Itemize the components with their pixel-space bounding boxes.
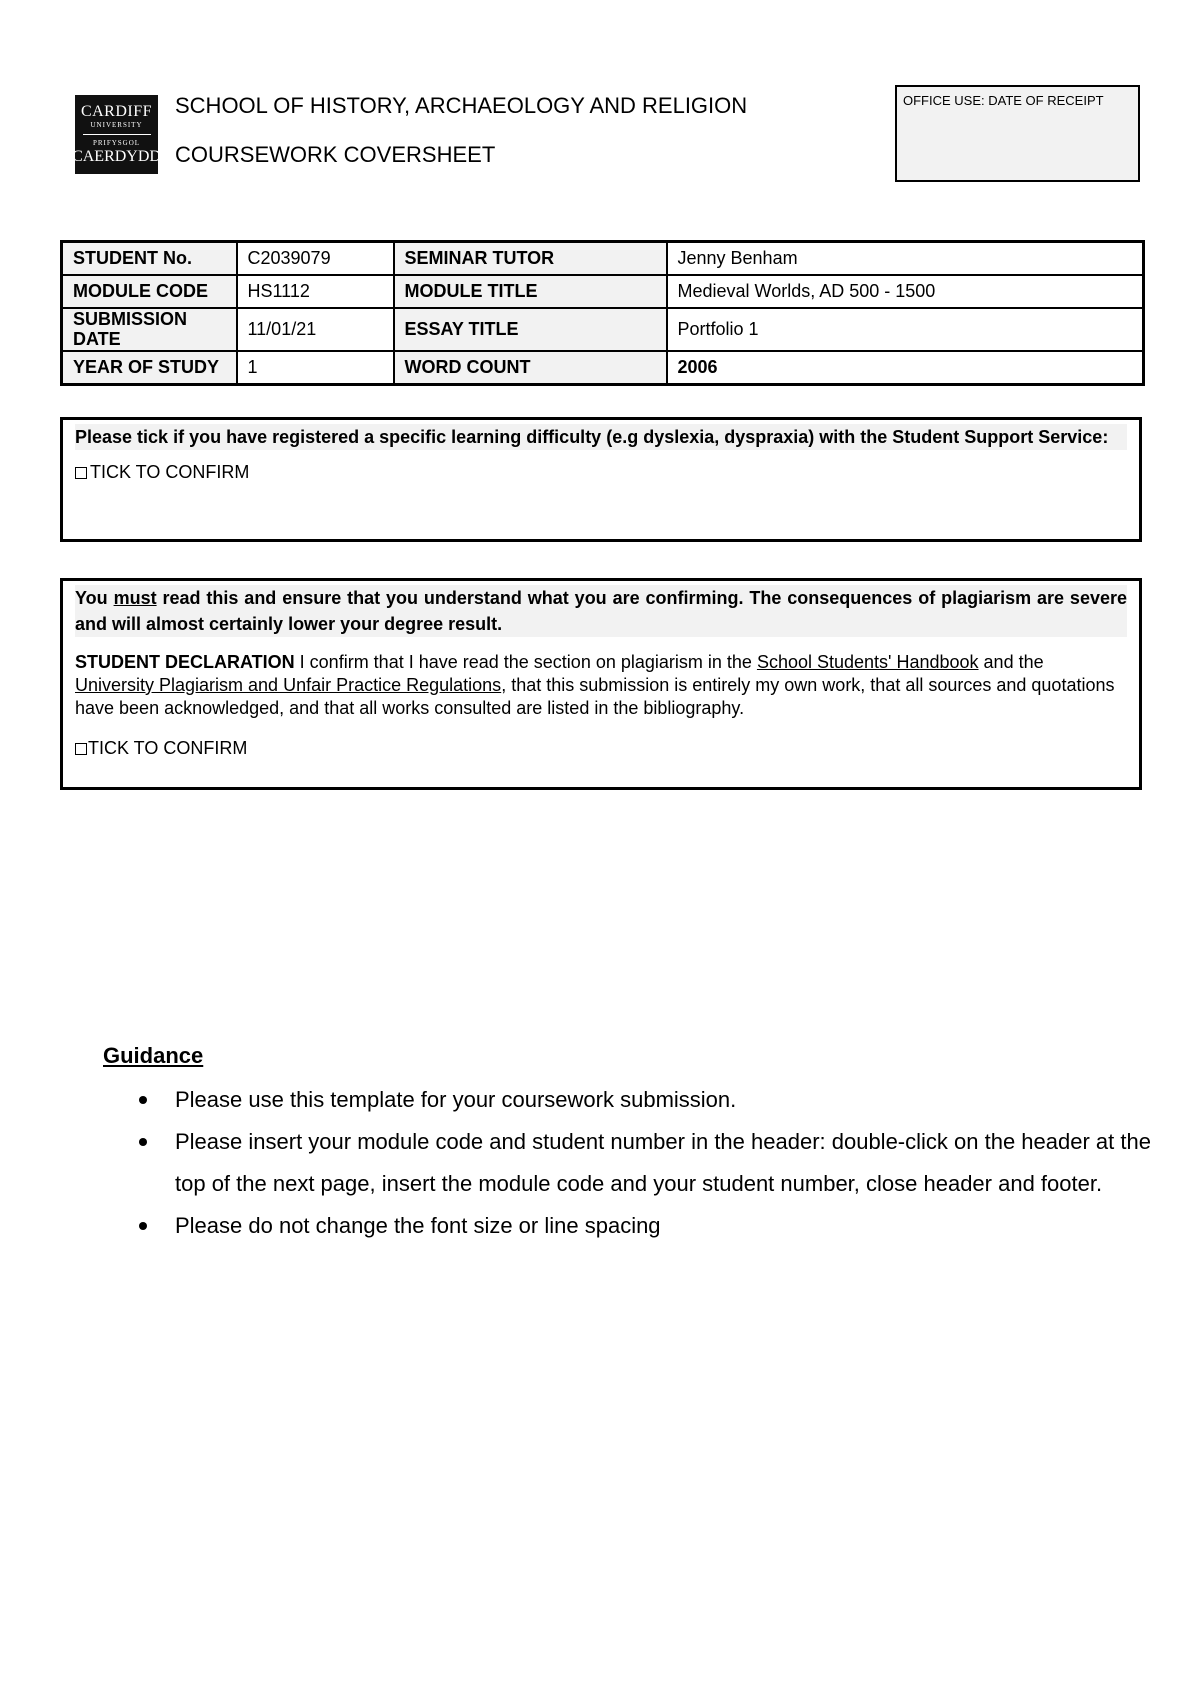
module-code-value[interactable]: HS1112: [237, 275, 394, 308]
submission-date-value[interactable]: 11/01/21: [237, 308, 394, 351]
declaration-heading: STUDENT DECLARATION: [75, 652, 295, 672]
declaration-text-1: I confirm that I have read the section on plagiarism in the: [299, 652, 752, 672]
declaration-text-3: , that this submission is entirely my own work, that all sources and quotations have been acknowledged, and that all works consulted are listed in the bibliography.: [75, 675, 1115, 718]
learning-difficulty-box: [60, 417, 1142, 542]
warning-you: You: [75, 588, 108, 608]
module-code-label: MODULE CODE: [62, 275, 237, 308]
learning-difficulty-prompt: Please tick if you have registered a specific learning difficulty (e.g dyslexia, dyspraxia) with the Student Support Service:: [75, 424, 1127, 450]
table-row: [62, 351, 1144, 385]
year-of-study-value[interactable]: 1: [237, 351, 394, 385]
submission-date-label: SUBMISSION DATE: [62, 308, 237, 351]
checkbox-icon[interactable]: [75, 467, 87, 479]
warning-must: must: [113, 588, 157, 608]
student-declaration: [75, 651, 1127, 720]
coversheet-title: COURSEWORK COVERSHEET: [175, 142, 496, 167]
year-of-study-label: YEAR OF STUDY: [62, 351, 237, 385]
word-count-value[interactable]: 2006: [667, 351, 1144, 385]
logo-line-4: CAERDYDD: [72, 148, 161, 165]
list-item: Please do not change the font size or line spacing: [175, 1205, 1175, 1247]
tick-label: TICK TO CONFIRM: [88, 738, 248, 758]
list-item: Please insert your module code and student number in the header: double-click on the header at the top of the next page, insert the module code and your student number, close header and footer.: [175, 1121, 1175, 1205]
declaration-tick[interactable]: [75, 738, 1127, 759]
logo-line-3: PRIFYSGOL: [92, 139, 141, 147]
school-title: SCHOOL OF HISTORY, ARCHAEOLOGY AND RELIGION: [175, 93, 748, 118]
student-no-value[interactable]: C2039079: [237, 242, 394, 276]
cardiff-university-logo: [72, 95, 161, 174]
guidance-section: [103, 1043, 1175, 1247]
tick-label: TICK TO CONFIRM: [90, 462, 250, 482]
student-info-table: [60, 240, 1145, 386]
plagiarism-warning: [75, 585, 1127, 637]
office-use-box: [895, 85, 1140, 182]
word-count-label: WORD COUNT: [394, 351, 667, 385]
warning-rest: read this and ensure that you understand what you are confirming. The consequences of plagiarism are severe and will almost certainly lower your degree result.: [75, 588, 1127, 634]
seminar-tutor-value[interactable]: Jenny Benham: [667, 242, 1144, 276]
module-title-value[interactable]: Medieval Worlds, AD 500 - 1500: [667, 275, 1144, 308]
guidance-title: Guidance: [103, 1043, 204, 1068]
handbook-link[interactable]: School Students' Handbook: [756, 652, 979, 672]
logo-divider: [83, 134, 151, 135]
logo-line-2: UNIVERSITY: [90, 121, 143, 129]
module-title-label: MODULE TITLE: [394, 275, 667, 308]
office-use-label: OFFICE USE: DATE OF RECEIPT: [903, 93, 1104, 108]
logo-line-1: CARDIFF: [80, 103, 153, 120]
declaration-text-2: and the: [983, 652, 1044, 672]
table-row: [62, 275, 1144, 308]
list-item: Please use this template for your coursework submission.: [175, 1079, 1175, 1121]
declaration-box: [60, 578, 1142, 790]
student-no-label: STUDENT No.: [62, 242, 237, 276]
learning-difficulty-tick[interactable]: [75, 462, 1127, 483]
table-row: [62, 242, 1144, 276]
essay-title-value[interactable]: Portfolio 1: [667, 308, 1144, 351]
essay-title-label: ESSAY TITLE: [394, 308, 667, 351]
regulations-link[interactable]: University Plagiarism and Unfair Practice Regulations: [75, 675, 502, 695]
seminar-tutor-label: SEMINAR TUTOR: [394, 242, 667, 276]
checkbox-icon[interactable]: [75, 743, 87, 755]
guidance-list: [103, 1079, 1175, 1247]
table-row: [62, 308, 1144, 351]
